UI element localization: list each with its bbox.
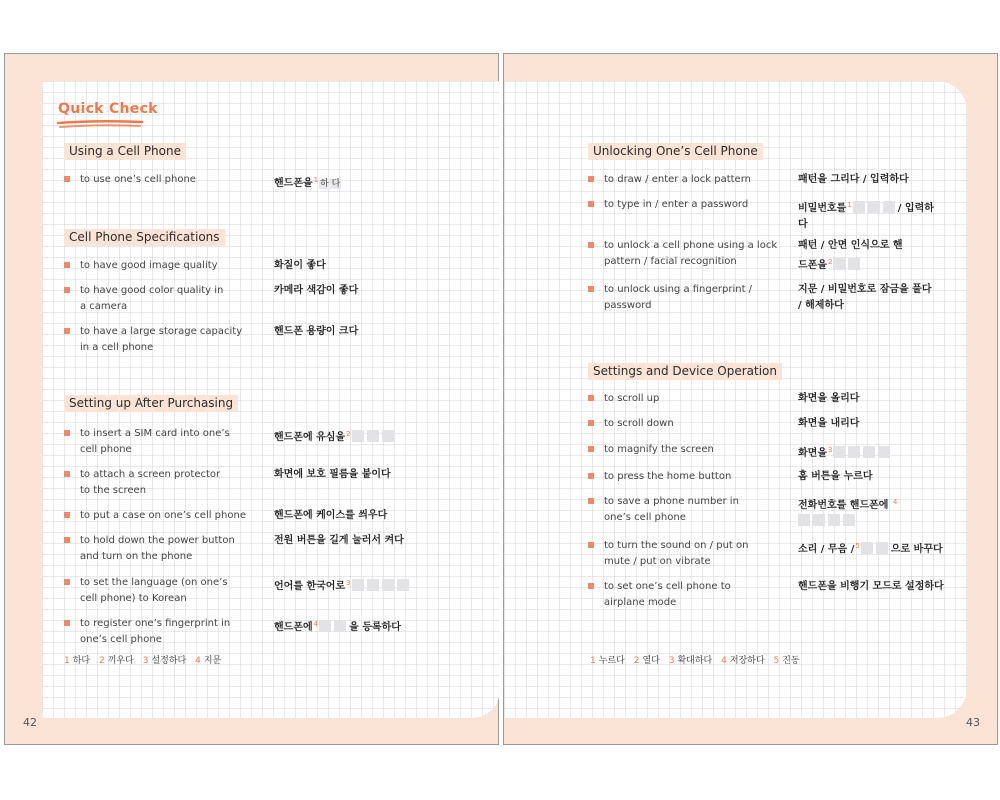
bullet-icon: [64, 579, 70, 585]
korean-phrase: 전원 버튼을 길게 눌러서 켜다: [274, 535, 404, 546]
korean-phrase: 전화번호를 핸드폰에 $^4$: [798, 494, 908, 530]
footnotes: [590, 653, 806, 666]
english-phrase: to hold down the power button and turn on the phone: [80, 535, 235, 562]
answer-box: [878, 446, 890, 458]
answer-box: [798, 514, 810, 526]
answer-box: [334, 620, 346, 632]
korean-phrase: 핸드폰에 케이스를 씌우다: [274, 510, 388, 521]
footnote-item: 3 확대하다: [668, 656, 713, 666]
english-phrase: to have good color quality in a camera: [80, 285, 224, 312]
english-phrase: to register one’s fingerprint in one’s cell phone: [80, 618, 231, 645]
left-page: [4, 53, 499, 745]
english-phrase: to unlock using a fingerprint / password: [604, 284, 753, 311]
answer-box: [352, 430, 364, 442]
answer-box: [828, 514, 840, 526]
footnote-item: 4 저장하다: [721, 656, 765, 666]
korean-phrase: 홈 버튼을 누르다: [798, 471, 873, 482]
answer-box: [848, 446, 860, 458]
english-phrase: to insert a SIM card into one’s cell phone: [80, 428, 230, 455]
korean-phrase: 소리 / 무음 /$^5$ 으로 바꾸다: [798, 542, 943, 555]
footnote-item: 4 지문: [195, 656, 222, 666]
quick-check-heading: Quick Check: [58, 101, 158, 117]
footnote-item: 2 끼우다: [99, 656, 134, 666]
answer-box: [813, 514, 825, 526]
english-phrase: to put a case on one’s cell phone: [80, 510, 246, 521]
footnote-item: 1 누르다: [590, 656, 625, 666]
footnote-ref: 5: [855, 542, 860, 550]
page-number: 43: [966, 716, 980, 729]
footnote-ref: 4: [313, 620, 319, 628]
korean-phrase: 핸드폰에$^4$ 을 등록하다: [274, 620, 401, 633]
footnote-ref: 3: [827, 446, 833, 454]
english-phrase: to save a phone number in one’s cell phone: [604, 496, 739, 523]
brush-underline-icon: [56, 119, 144, 131]
answer-box: [367, 430, 379, 442]
korean-phrase: 카메라 색감이 좋다: [274, 285, 359, 296]
answer-box: [848, 258, 860, 270]
section-title: Settings and Device Operation: [588, 363, 782, 380]
english-phrase: to attach a screen protector to the screen: [80, 469, 221, 496]
section-title: Setting up After Purchasing: [64, 395, 238, 412]
section-title: Cell Phone Specifications: [64, 229, 225, 246]
right-page: [503, 53, 998, 745]
korean-phrase: 화면에 보호 필름을 붙이다: [274, 469, 391, 480]
korean-phrase: 패턴 / 안면 인식으로 핸드폰을$^2$: [798, 240, 903, 271]
english-phrase: to have good image quality: [80, 260, 218, 271]
english-phrase: to set one’s cell phone to airplane mode: [604, 581, 731, 608]
bullet-icon: [588, 286, 594, 292]
section-using-cell-phone: [64, 140, 341, 189]
footnotes: [64, 653, 227, 666]
english-phrase: to have a large storage capacity in a cell phone: [80, 326, 243, 353]
footnote-ref: 4: [892, 498, 898, 506]
section-unlocking-cell-phone: [588, 140, 934, 311]
bullet-icon: [64, 537, 70, 543]
footnote-item: 5 진동: [773, 656, 800, 666]
english-phrase: to unlock a cell phone using a lock pattern / facial recognition: [604, 240, 778, 267]
answer-box: [833, 446, 845, 458]
bullet-icon: [64, 512, 70, 518]
section-cell-phone-specifications: [64, 226, 359, 353]
answer-hint: 하 다: [320, 179, 341, 189]
bullet-icon: [588, 420, 594, 426]
bullet-icon: [588, 583, 594, 589]
korean-phrase: 화면을 올리다: [798, 393, 860, 404]
bullet-icon: [64, 176, 70, 182]
footnote-ref: 1: [847, 201, 852, 209]
bullet-icon: [64, 430, 70, 436]
answer-box: [853, 201, 865, 213]
answer-box: [833, 258, 845, 270]
grid-sheet: [504, 81, 967, 718]
korean-phrase: 화면을 내리다: [798, 418, 860, 429]
footnote-item: 1 하다: [64, 656, 91, 666]
english-phrase: to press the home button: [604, 471, 732, 482]
bullet-icon: [588, 542, 594, 548]
korean-phrase: 핸드폰에 유심을$^2$: [274, 426, 489, 446]
bullet-icon: [588, 176, 594, 182]
footnote-ref: 2: [827, 258, 833, 266]
korean-phrase: 핸드폰을 비행기 모드로 설정하다: [798, 581, 944, 592]
footnote-item: 2 열다: [633, 656, 660, 666]
answer-box: [352, 579, 364, 591]
bullet-icon: [588, 498, 594, 504]
answer-box: [861, 542, 873, 554]
answer-box: [868, 201, 880, 213]
answer-box: [319, 620, 331, 632]
english-phrase: to scroll down: [604, 418, 674, 429]
korean-phrase: 패턴을 그리다 / 입력하다: [798, 174, 909, 185]
bullet-icon: [588, 473, 594, 479]
footnote-ref: 1: [313, 176, 319, 184]
korean-phrase: 핸드폰 용량이 크다: [274, 326, 359, 337]
english-phrase: to use one’s cell phone: [80, 174, 196, 185]
english-phrase: to scroll up: [604, 393, 660, 404]
bullet-icon: [588, 395, 594, 401]
english-phrase: to magnify the screen: [604, 444, 714, 455]
section-title: Using a Cell Phone: [64, 143, 186, 160]
answer-box: [397, 579, 409, 591]
english-phrase: to draw / enter a lock pattern: [604, 174, 751, 185]
bullet-icon: [64, 328, 70, 334]
bullet-icon: [588, 446, 594, 452]
footnote-ref: 2: [346, 430, 351, 438]
answer-box: [367, 579, 379, 591]
bullet-icon: [588, 242, 594, 248]
korean-phrase: 화질이 좋다: [274, 260, 326, 271]
grid-sheet: [42, 81, 500, 718]
footnote-item: 3 설정하다: [142, 656, 187, 666]
korean-phrase: 언어를 한국어로$^3$: [274, 575, 489, 595]
english-phrase: to set the language (on one’s cell phone) to Korean: [80, 577, 228, 604]
bullet-icon: [64, 620, 70, 626]
bullet-icon: [64, 287, 70, 293]
korean-phrase: 비밀번호를$^1$ / 입력하다: [798, 201, 934, 230]
page-number: 42: [23, 716, 37, 729]
section-settings-device-operation: [588, 360, 944, 608]
bullet-icon: [588, 201, 594, 207]
korean-phrase: 핸드폰을$^1$ 하 다: [274, 176, 341, 189]
section-title: Unlocking One’s Cell Phone: [588, 143, 763, 160]
bullet-icon: [64, 471, 70, 477]
section-setting-up-after-purchasing: [64, 392, 404, 645]
answer-box: [876, 542, 888, 554]
footnote-ref: 3: [346, 579, 351, 587]
english-phrase: to turn the sound on / put on mute / put on vibrate: [604, 540, 749, 567]
answer-box: [382, 430, 394, 442]
korean-phrase: 화면을$^3$: [798, 442, 943, 462]
answer-box: [382, 579, 394, 591]
bullet-icon: [64, 262, 70, 268]
english-phrase: to type in / enter a password: [604, 199, 749, 210]
answer-box: [883, 201, 895, 213]
korean-phrase: 지문 / 비밀번호로 잠금을 풀다 / 해제하다: [798, 284, 932, 311]
answer-box: [843, 514, 855, 526]
answer-box: [863, 446, 875, 458]
